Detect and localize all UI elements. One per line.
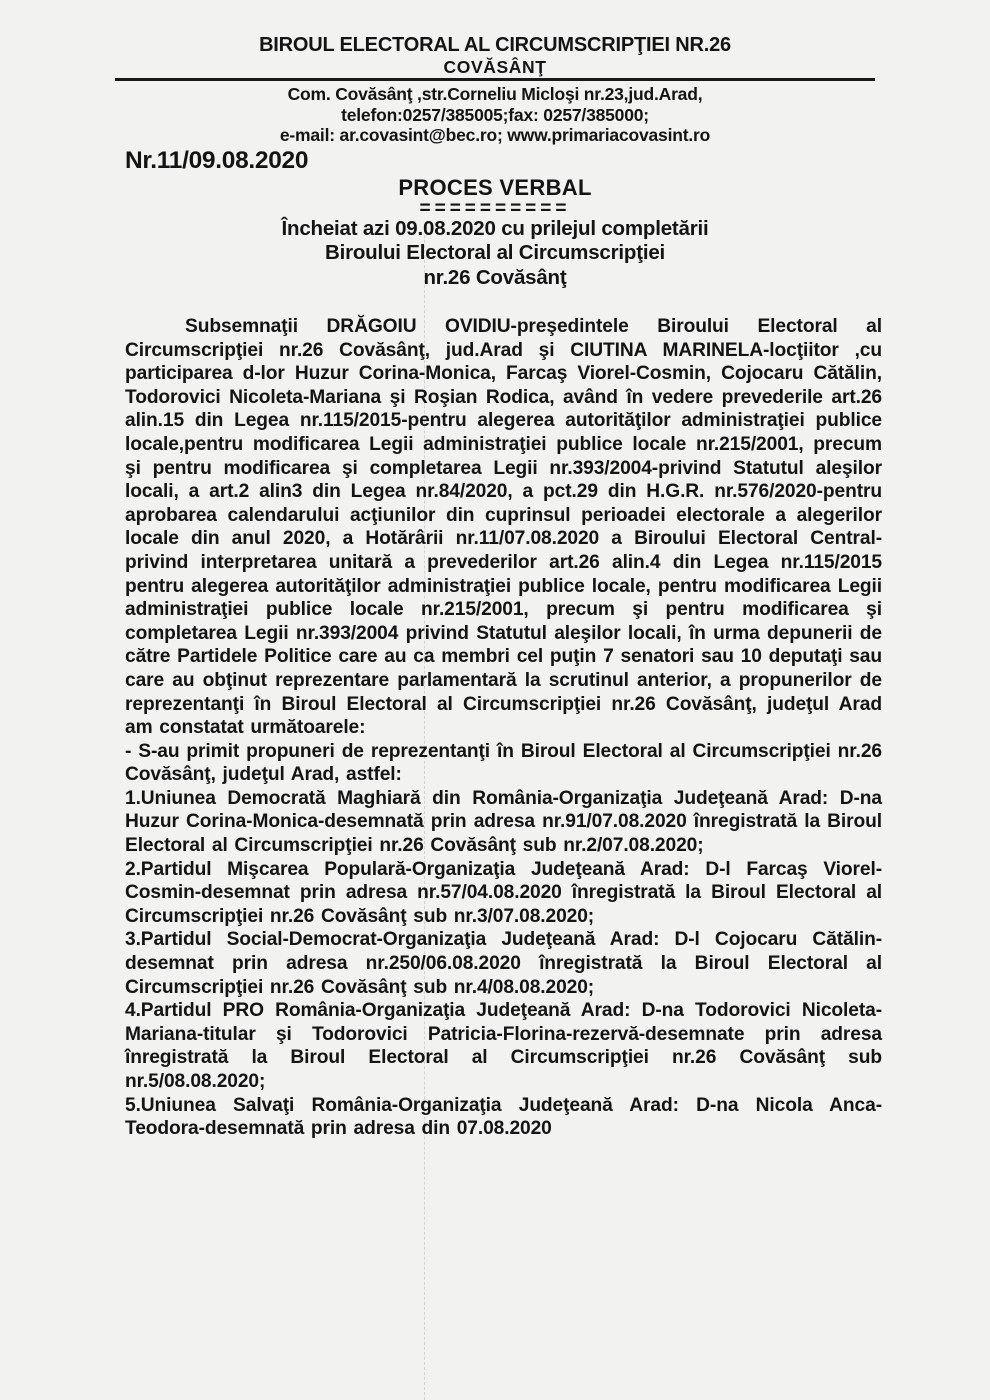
party-proposal-item-1: 1.Uniunea Democrată Maghiară din România-Organizaţia Judeţeană Arad: D-na Huzur Corina-Monica-desemnată prin adresa nr.91/07.08.2020 înregistrată la Biroul Electoral al Circumscripţiei nr.26 Covăsânţ sub nr.2/07.08.2020; xyxy=(125,787,882,857)
subtitle-line-3: nr.26 Covăsânţ xyxy=(423,265,567,289)
document-body xyxy=(125,315,882,1141)
party-proposal-item-5: 5.Uniunea Salvaţi România-Organizaţia Judeţeană Arad: D-na Nicola Anca-Teodora-desemnată prin adresa din 07.08.2020 xyxy=(125,1094,882,1140)
findings-paragraph: - S-au primit propuneri de reprezentanţi în Biroul Electoral al Circumscripţiei nr.26 Covăsânţ, judeţul Arad, astfel: xyxy=(125,740,882,786)
party-proposal-item-4: 4.Partidul PRO România-Organizaţia Judeţeană Arad: D-na Todorovici Nicoleta-Mariana-titular şi Todorovici Patricia-Florina-rezervă-desemnate prin adresa înregistrată la Biroul Electoral al Circumscripţiei nr.26 Covăsânţ sub nr.5/08.08.2020; xyxy=(125,1000,882,1092)
org-email-web: e-mail: ar.covasint@bec.ro; www.primariacovasint.ro xyxy=(279,125,711,145)
org-location: COVĂSÂNŢ xyxy=(443,57,547,77)
title-underline: ========== xyxy=(419,197,571,219)
document-title: PROCES VERBAL xyxy=(398,174,592,200)
title-block xyxy=(0,175,990,291)
subtitle-line-1: Încheiat azi 09.08.2020 cu prilejul completării xyxy=(281,216,709,240)
document-number: Nr.11/09.08.2020 xyxy=(125,146,309,174)
intro-paragraph: Subsemnaţii DRĂGOIU OVIDIU-preşedintele Biroului Electoral al Circumscripţiei nr.26 Covăsânţ, jud.Arad şi CIUTINA MARINELA-locţiitor ,cu participarea d-lor Huzur Corina-Monica, Farcaş Viorel-Cosmin, Cojocaru Cătălin, Todorovici Nicoleta-Mariana şi Roşian Rodica, având în vedere prevederile art.26 alin.15 din Legea nr.115/2015-pentru alegerea autorităţilor administraţiei publice locale,pentru modificarea Legii administraţiei publice locale nr.215/2001, precum şi pentru modificarea şi completarea Legii nr.393/2004-privind Statutul aleşilor locali, a art.2 alin3 din Legea nr.84/2020, a pct.29 din H.G.R. nr.576/2020-pentru aprobarea calendarului acţiunilor din cuprinsul perioadei electorale a alegerilor locale din anul 2020, a Hotărârii nr.11/07.08.2020 a Biroului Electoral Central-privind interpretarea unitară a prevederilor art.26 alin.4 din Legea nr.115/2015 pentru alegerea autorităţilor administraţiei publice locale, pentru modificarea Legii administraţiei publice locale nr.215/2001, precum şi pentru modificarea şi completarea Legii nr.393/2004 privind Statutul aleşilor locali, în urma depunerii de către Partidele Politice care au ca membri cel puţin 7 senatori sau 10 deputaţi sau care au obţinut reprezentare parlamentară la scrutinul anterior, a propunerilor de reprezentanţi în Biroul Electoral al Circumscripţiei nr.26 Covăsânţ, judeţul Arad am constatat următoarele: xyxy=(125,316,882,739)
letterhead xyxy=(0,0,990,146)
org-phone-fax: telefon:0257/385005;fax: 0257/385000; xyxy=(341,104,649,125)
letterhead-divider xyxy=(115,78,875,81)
party-proposal-item-3: 3.Partidul Social-Democrat-Organizaţia Judeţeană Arad: D-l Cojocaru Cătălin-desemnat prin adresa nr.250/06.08.2020 înregistrată la Biroul Electoral al Circumscripţiei nr.26 Covăsânţ sub nr.4/08.08.2020; xyxy=(125,929,882,998)
org-address: Com. Covăsânţ ,str.Corneliu Micloşi nr.23,jud.Arad, xyxy=(287,84,703,104)
party-proposal-item-2: 2.Partidul Mişcarea Populară-Organizaţia Judeţeană Arad: D-l Farcaş Viorel-Cosmin-desemnat prin adresa nr.57/04.08.2020 înregistrată la Biroul Electoral al Circumscripţiei nr.26 Covăsânţ sub nr.3/07.08.2020; xyxy=(125,858,882,927)
subtitle-line-2: Biroului Electoral al Circumscripţiei xyxy=(324,241,666,264)
org-name: BIROUL ELECTORAL AL CIRCUMSCRIPŢIEI NR.26 xyxy=(259,34,731,56)
